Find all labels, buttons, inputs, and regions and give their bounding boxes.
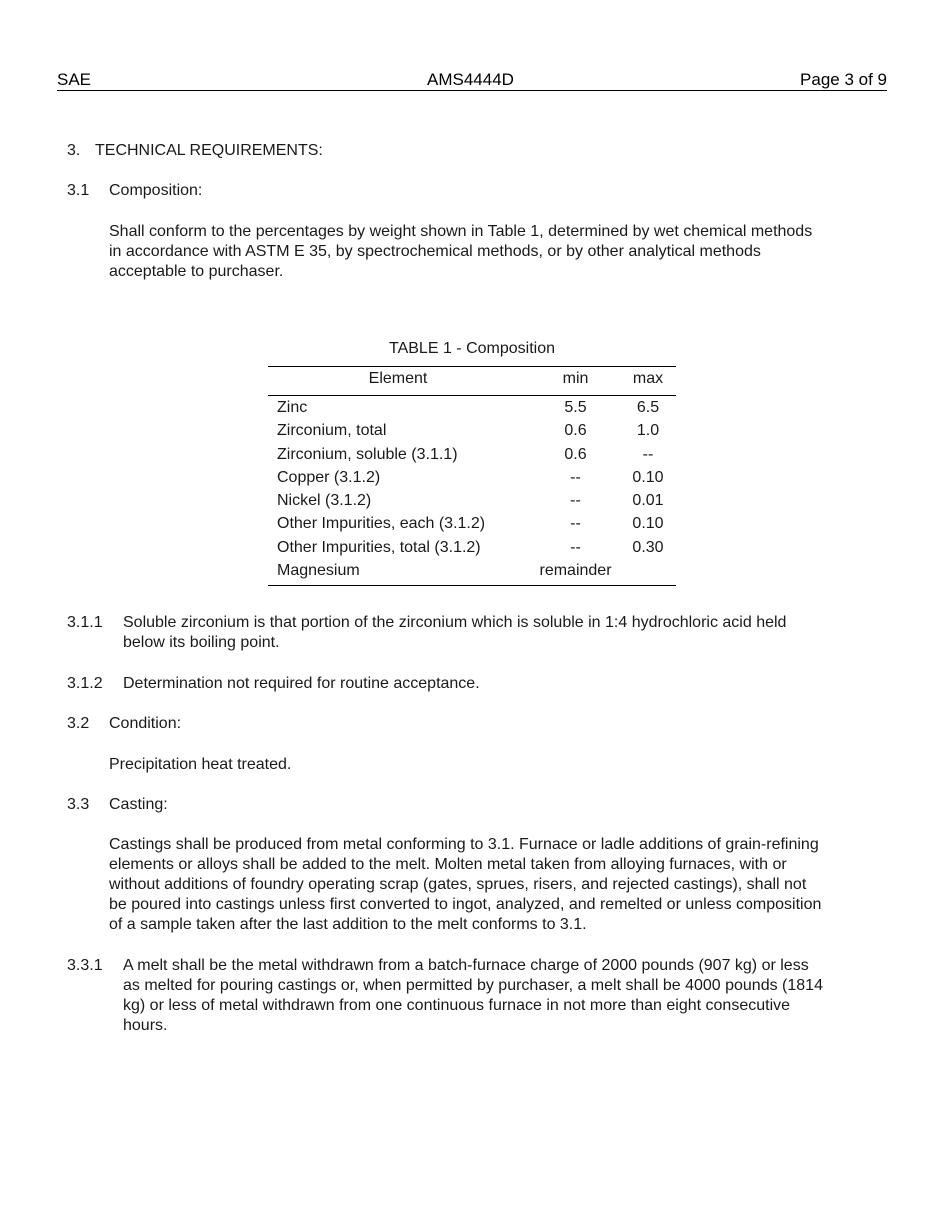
table-caption: TABLE 1 - Composition xyxy=(389,340,555,357)
cell-max: 0.01 xyxy=(632,492,664,510)
table-row xyxy=(268,467,676,490)
cell-max: 0.10 xyxy=(632,468,664,486)
body-line: below its boiling point. xyxy=(123,634,280,651)
section-3-1-title: Composition: xyxy=(109,182,203,199)
body-line: in accordance with ASTM E 35, by spectrochemical methods, or by other analytical methods xyxy=(109,243,761,260)
cell-min: 5.5 xyxy=(564,399,587,416)
section-3-1-heading xyxy=(67,181,203,201)
table-header-row xyxy=(268,367,676,396)
section-3-2-body xyxy=(109,755,291,775)
section-3-1-2-body xyxy=(123,674,480,694)
body-line: acceptable to purchaser. xyxy=(109,263,284,280)
cell-element: Copper (3.1.2) xyxy=(277,468,381,486)
header-doc-number: AMS4444D xyxy=(427,70,514,89)
body-line: Precipitation heat treated. xyxy=(109,756,292,773)
section-3-1-1-number: 3.1.1 xyxy=(67,614,103,631)
section-3-3-body xyxy=(109,835,821,935)
section-3-1-1 xyxy=(67,613,103,633)
cell-max: 0.10 xyxy=(632,515,664,533)
cell-max: 6.5 xyxy=(636,399,660,416)
section-3-heading xyxy=(67,141,323,161)
table-row xyxy=(268,420,676,443)
cell-min: -- xyxy=(570,468,581,486)
cell-max: -- xyxy=(642,445,654,463)
body-line: of a sample taken after the last addition to the melt conforms to 3.1. xyxy=(109,916,587,933)
section-3-1-number: 3.1 xyxy=(67,182,90,199)
cell-element: Zinc xyxy=(277,399,308,416)
cell-max: 0.30 xyxy=(632,538,664,556)
section-3-3-1-number: 3.3.1 xyxy=(67,957,103,974)
table-row xyxy=(268,537,676,560)
header-max: max xyxy=(632,370,664,387)
body-line: Castings shall be produced from metal conforming to 3.1. Furnace or ladle additions of grain-refining xyxy=(109,836,819,853)
body-line: A melt shall be the metal withdrawn from a batch-furnace charge of 2000 pounds (907 kg) or less xyxy=(123,957,809,974)
header-min: min xyxy=(562,370,589,387)
section-3-2-heading xyxy=(67,714,182,734)
page-header xyxy=(57,70,887,91)
table-row xyxy=(268,490,676,513)
cell-element: Other Impurities, each (3.1.2) xyxy=(277,515,486,533)
table-row xyxy=(268,444,676,467)
cell-element: Zirconium, total xyxy=(277,422,387,440)
cell-max: 1.0 xyxy=(636,422,660,440)
section-3-3-1-body xyxy=(123,956,823,1036)
body-line: elements or alloys shall be added to the melt. Molten metal taken from alloying furnaces, with or xyxy=(109,856,787,873)
body-line: hours. xyxy=(123,1017,168,1034)
section-3-2-number: 3.2 xyxy=(67,715,90,732)
table-row xyxy=(268,513,676,536)
cell-min: remainder xyxy=(539,562,612,580)
section-3-3-number: 3.3 xyxy=(67,796,90,813)
cell-min: 0.6 xyxy=(564,445,587,463)
section-3-1-2 xyxy=(67,674,103,694)
body-line: without additions of foundry operating scrap (gates, sprues, risers, and rejected castings), shall not xyxy=(109,876,807,893)
cell-element: Other Impurities, total (3.1.2) xyxy=(277,538,481,556)
table-row xyxy=(268,397,676,420)
body-line: kg) or less of metal withdrawn from one continuous furnace in not more than eight consecutive xyxy=(123,997,791,1014)
table-body xyxy=(268,396,676,585)
section-3-number: 3. xyxy=(67,142,81,159)
body-line: Soluble zirconium is that portion of the zirconium which is soluble in 1:4 hydrochloric acid held xyxy=(123,614,787,631)
section-3-3-title: Casting: xyxy=(109,796,168,813)
body-line: as melted for pouring castings or, when permitted by purchaser, a melt shall be 4000 pounds (1814 xyxy=(123,977,823,994)
cell-element: Magnesium xyxy=(277,562,360,580)
section-3-title: TECHNICAL REQUIREMENTS: xyxy=(95,142,323,159)
cell-min: -- xyxy=(570,515,581,533)
table-row xyxy=(268,560,676,583)
cell-min: -- xyxy=(570,538,581,556)
cell-min: -- xyxy=(570,492,581,510)
section-3-3-1 xyxy=(67,956,103,976)
section-3-3-heading xyxy=(67,795,168,815)
header-org: SAE xyxy=(57,70,92,89)
section-3-1-body xyxy=(109,222,812,282)
header-element: Element xyxy=(368,370,428,387)
section-3-2-title: Condition: xyxy=(109,715,182,732)
body-line: be poured into castings unless first converted to ingot, analyzed, and remelted or unless composition xyxy=(109,896,822,913)
body-line: Determination not required for routine acceptance. xyxy=(123,675,480,692)
cell-element: Nickel (3.1.2) xyxy=(277,492,372,510)
section-3-1-2-number: 3.1.2 xyxy=(67,675,103,692)
body-line: Shall conform to the percentages by weight shown in Table 1, determined by wet chemical methods xyxy=(109,223,813,240)
composition-table xyxy=(268,366,676,586)
section-3-1-1-body xyxy=(123,613,786,653)
cell-min: 0.6 xyxy=(564,422,587,440)
header-page-number: Page 3 of 9 xyxy=(800,70,887,89)
cell-element: Zirconium, soluble (3.1.1) xyxy=(277,445,458,463)
